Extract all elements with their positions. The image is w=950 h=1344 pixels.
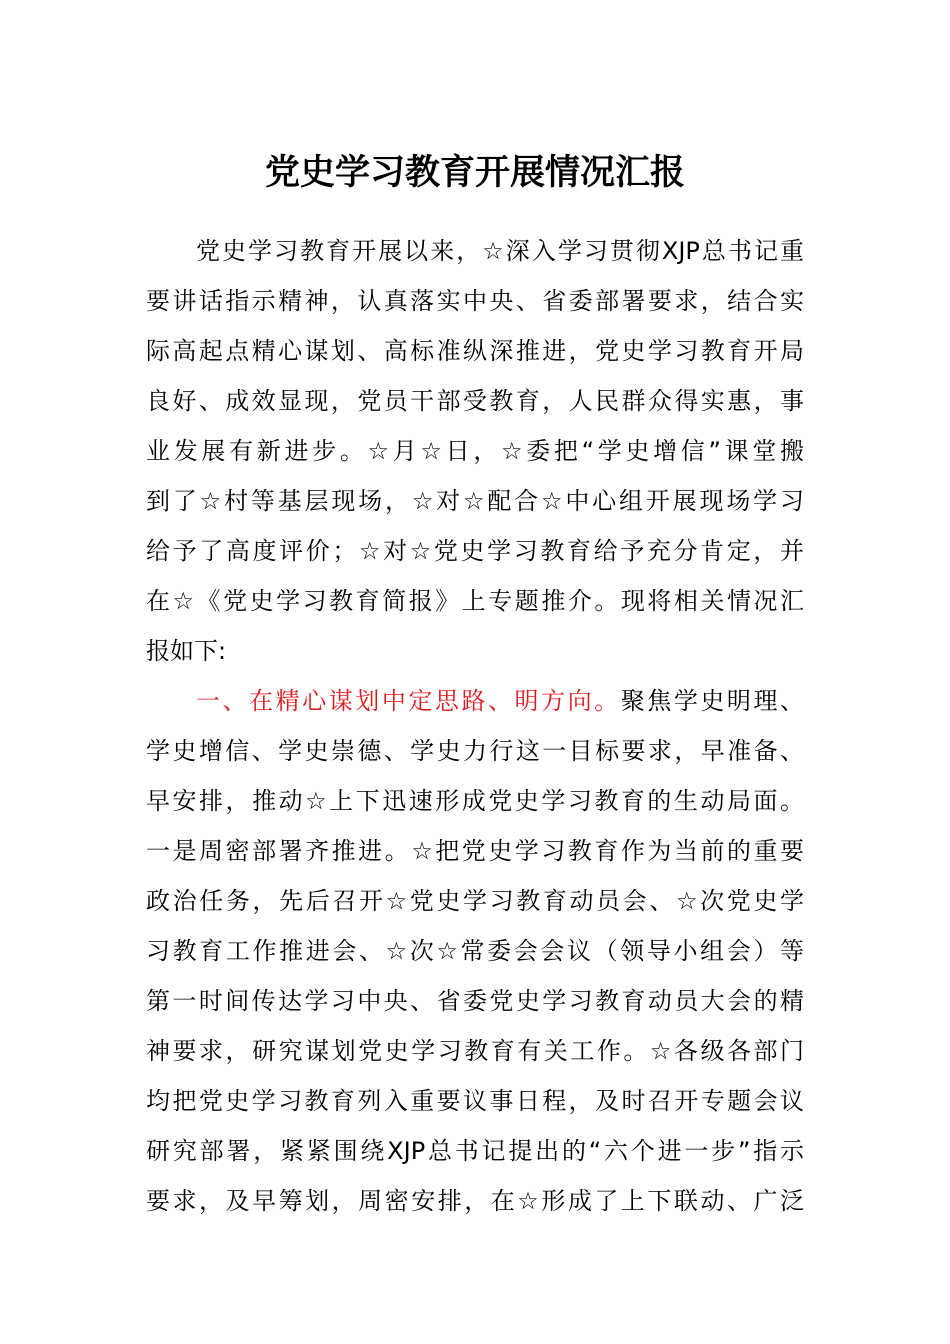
document-body — [146, 226, 804, 1226]
text-line: 要讲话指示精神，认真落实中央、省委部署要求，结合实 — [146, 287, 804, 315]
text-line: 早安排，推动☆上下迅速形成党史学习教育的生动局面。 — [146, 787, 804, 815]
text-line: 报如下: — [146, 637, 227, 665]
text-line: 习教育工作推进会、☆次☆常委会会议（领导小组会）等 — [146, 937, 804, 965]
text-line: 一是周密部署齐推进。☆把党史学习教育作为当前的重要 — [146, 837, 804, 865]
text-line: 要求，及早筹划，周密安排，在☆形成了上下联动、广泛 — [146, 1187, 804, 1215]
text-line: 均把党史学习教育列入重要议事日程，及时召开专题会议 — [146, 1087, 804, 1115]
text-line: 良好、成效显现，党员干部受教育，人民群众得实惠，事 — [146, 387, 804, 415]
text-line: 研究部署，紧紧围绕XJP总书记提出的“六个进一步”指示 — [146, 1137, 804, 1165]
text-line: 业发展有新进步。☆月☆日，☆委把“学史增信”课堂搬 — [146, 437, 804, 465]
text-line: 在☆《党史学习教育简报》上专题推介。现将相关情况汇 — [146, 587, 804, 615]
text-line: 神要求，研究谋划党史学习教育有关工作。☆各级各部门 — [146, 1037, 804, 1065]
document-title: 党史学习教育开展情况汇报 — [264, 152, 685, 193]
paragraph-intro — [146, 226, 804, 676]
text-line: 给予了高度评价；☆对☆党史学习教育给予充分肯定，并 — [146, 537, 804, 565]
text-line: 政治任务，先后召开☆党史学习教育动员会、☆次党史学 — [146, 887, 804, 915]
section-first-line — [146, 676, 804, 726]
text-line: 学史增信、学史崇德、学史力行这一目标要求，早准备、 — [146, 737, 804, 765]
text-line: 到了☆村等基层现场，☆对☆配合☆中心组开展现场学习 — [146, 487, 804, 515]
text-line: 党史学习教育开展以来，☆深入学习贯彻XJP总书记重 — [196, 237, 804, 265]
section-heading: 一、在精心谋划中定思路、明方向。 — [196, 687, 621, 715]
section-heading-rest: 聚焦学史明理、 — [620, 687, 804, 715]
text-line: 第一时间传达学习中央、省委党史学习教育动员大会的精 — [146, 987, 804, 1015]
text-line: 际高起点精心谋划、高标准纵深推进，党史学习教育开局 — [146, 337, 804, 365]
paragraph-section-1 — [146, 676, 804, 1226]
